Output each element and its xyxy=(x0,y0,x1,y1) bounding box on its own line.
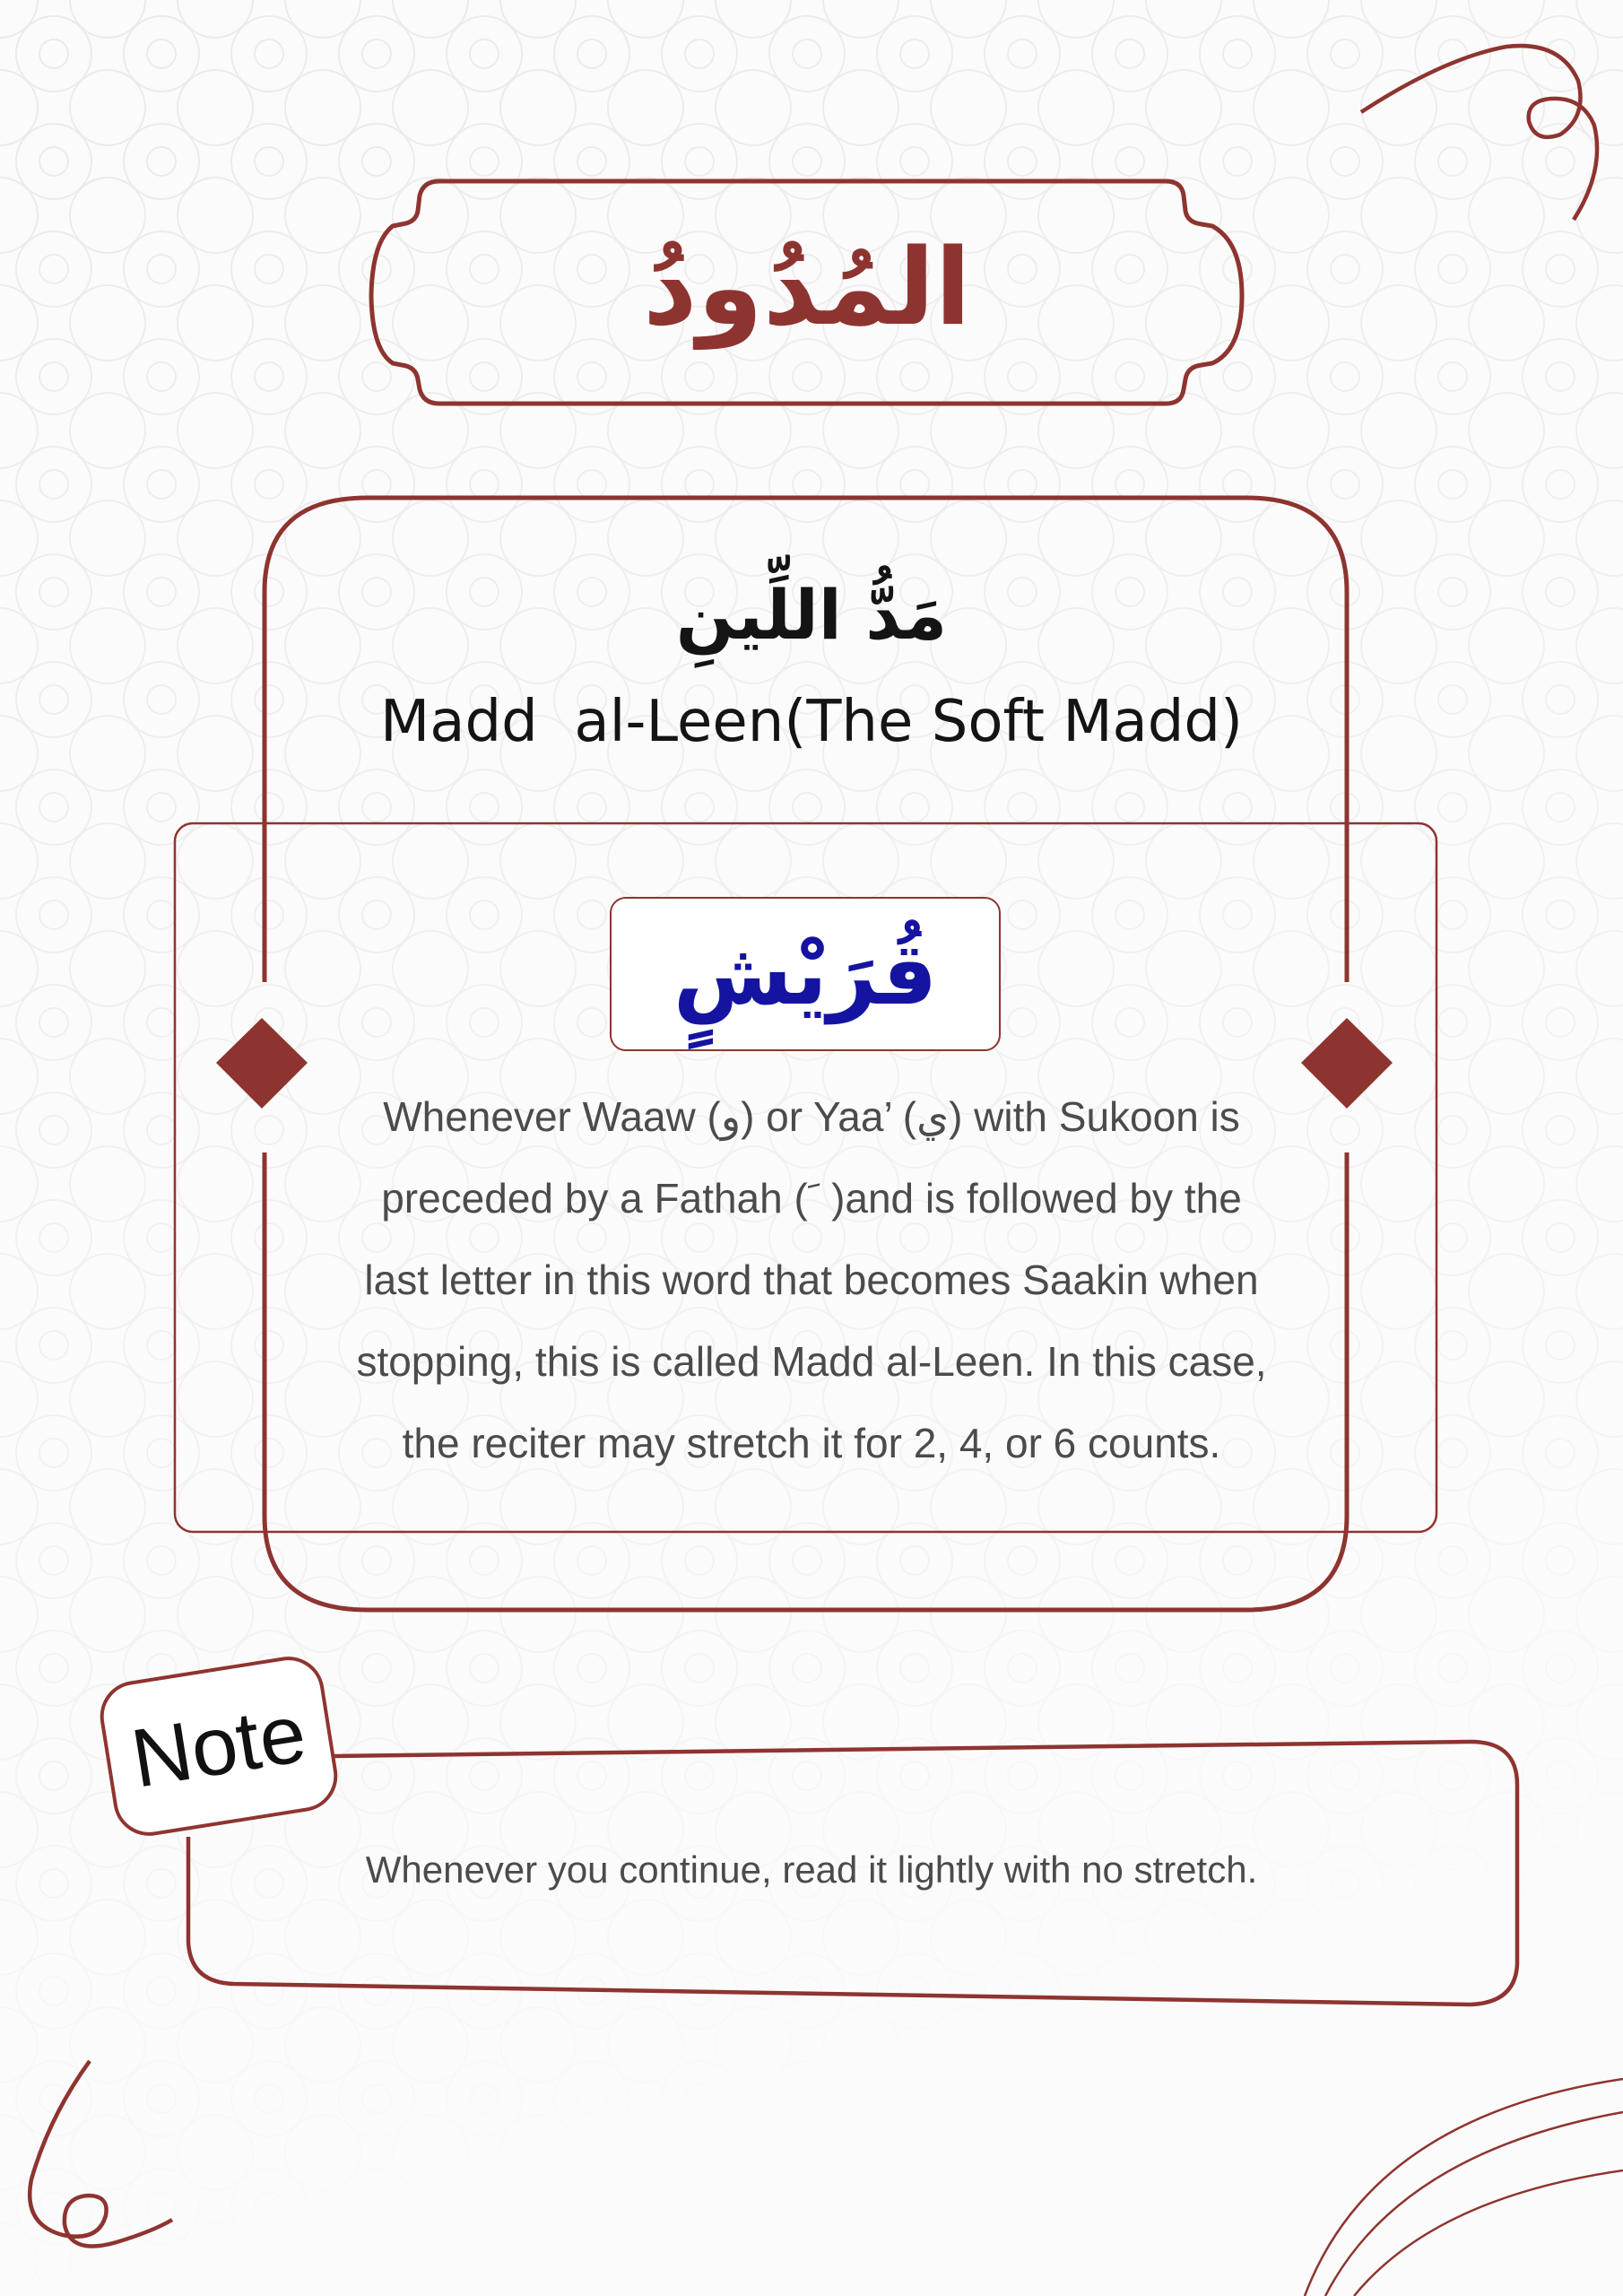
rule-line: last letter in this word that becomes Saakin when xyxy=(364,1257,1259,1303)
page-title: المُدُودُ xyxy=(643,225,971,349)
example-word: قُرَيْشٍ xyxy=(673,924,938,1024)
note-text: Whenever you continue, read it lightly with no stretch. xyxy=(365,1848,1258,1891)
example-word-box xyxy=(610,897,1001,1051)
english-section-title: Madd al-Leen(The Soft Madd) xyxy=(380,689,1243,755)
rule-line: preceded by a Fathah ( َ )and is followed by the xyxy=(381,1175,1242,1222)
rule-description xyxy=(323,1076,1300,1484)
rule-line: the reciter may stretch it for 2, 4, or 6 counts. xyxy=(402,1420,1221,1466)
rule-line: stopping, this is called Madd al-Leen. In this case, xyxy=(356,1338,1267,1385)
rule-line: Whenever Waaw (و) or Yaa’ (ي) with Sukoon is xyxy=(383,1093,1240,1140)
arabic-section-title: مَدُّ اللِّينِ xyxy=(675,574,948,655)
note-label: Note xyxy=(95,1651,343,1840)
